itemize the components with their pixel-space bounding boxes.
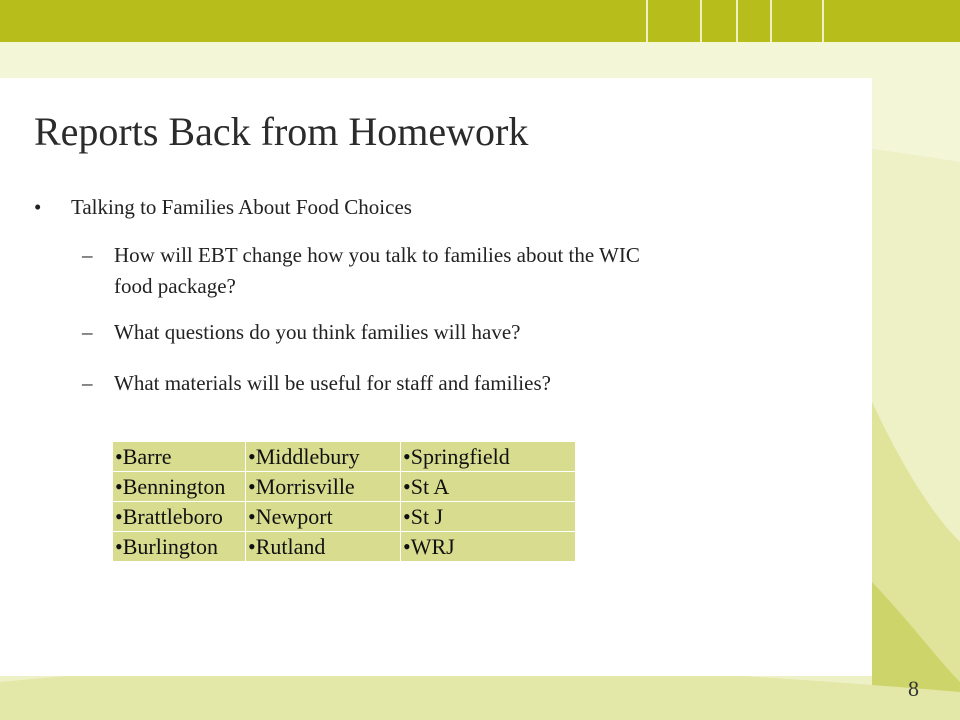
- table-cell: •St A: [401, 472, 576, 502]
- table-cell: •Springfield: [401, 442, 576, 472]
- table-cell: •Rutland: [246, 532, 401, 562]
- band-stripe: [770, 0, 772, 42]
- band-stripe: [822, 0, 824, 42]
- sub-bullet: [82, 241, 802, 301]
- band-stripe: [736, 0, 738, 42]
- table-row: [113, 502, 576, 532]
- bullet-marker: •: [34, 195, 42, 219]
- towns-table: [112, 441, 576, 562]
- sub-bullet: [82, 369, 802, 399]
- table-cell: •St J: [401, 502, 576, 532]
- sub-bullet-text: How will EBT change how you talk to families about the WIC: [114, 243, 640, 267]
- main-bullet: [34, 193, 734, 223]
- table-cell: •Middlebury: [246, 442, 401, 472]
- sub-bullet-text: What materials will be useful for staff and families?: [114, 371, 551, 395]
- sub-bullet-text-continued: food package?: [114, 274, 236, 298]
- sub-bullet-text: What questions do you think families will have?: [114, 320, 521, 344]
- table-row: [113, 472, 576, 502]
- table-row: [113, 442, 576, 472]
- band-stripe: [646, 0, 648, 42]
- table-cell: •Bennington: [113, 472, 246, 502]
- table-cell: •Barre: [113, 442, 246, 472]
- table-cell: •Burlington: [113, 532, 246, 562]
- top-decorative-band: [0, 0, 960, 42]
- table-cell: •Morrisville: [246, 472, 401, 502]
- sub-bullet: [82, 318, 802, 348]
- table-cell: •WRJ: [401, 532, 576, 562]
- slide-title: Reports Back from Homework: [34, 109, 529, 154]
- band-stripe: [700, 0, 702, 42]
- table-row: [113, 532, 576, 562]
- table-cell: •Brattleboro: [113, 502, 246, 532]
- sub-bullet-marker: –: [82, 243, 93, 267]
- page-number: 8: [908, 676, 919, 701]
- bullet-text: Talking to Families About Food Choices: [71, 195, 412, 219]
- sub-bullet-marker: –: [82, 371, 93, 395]
- sub-bullet-marker: –: [82, 320, 93, 344]
- table-cell: •Newport: [246, 502, 401, 532]
